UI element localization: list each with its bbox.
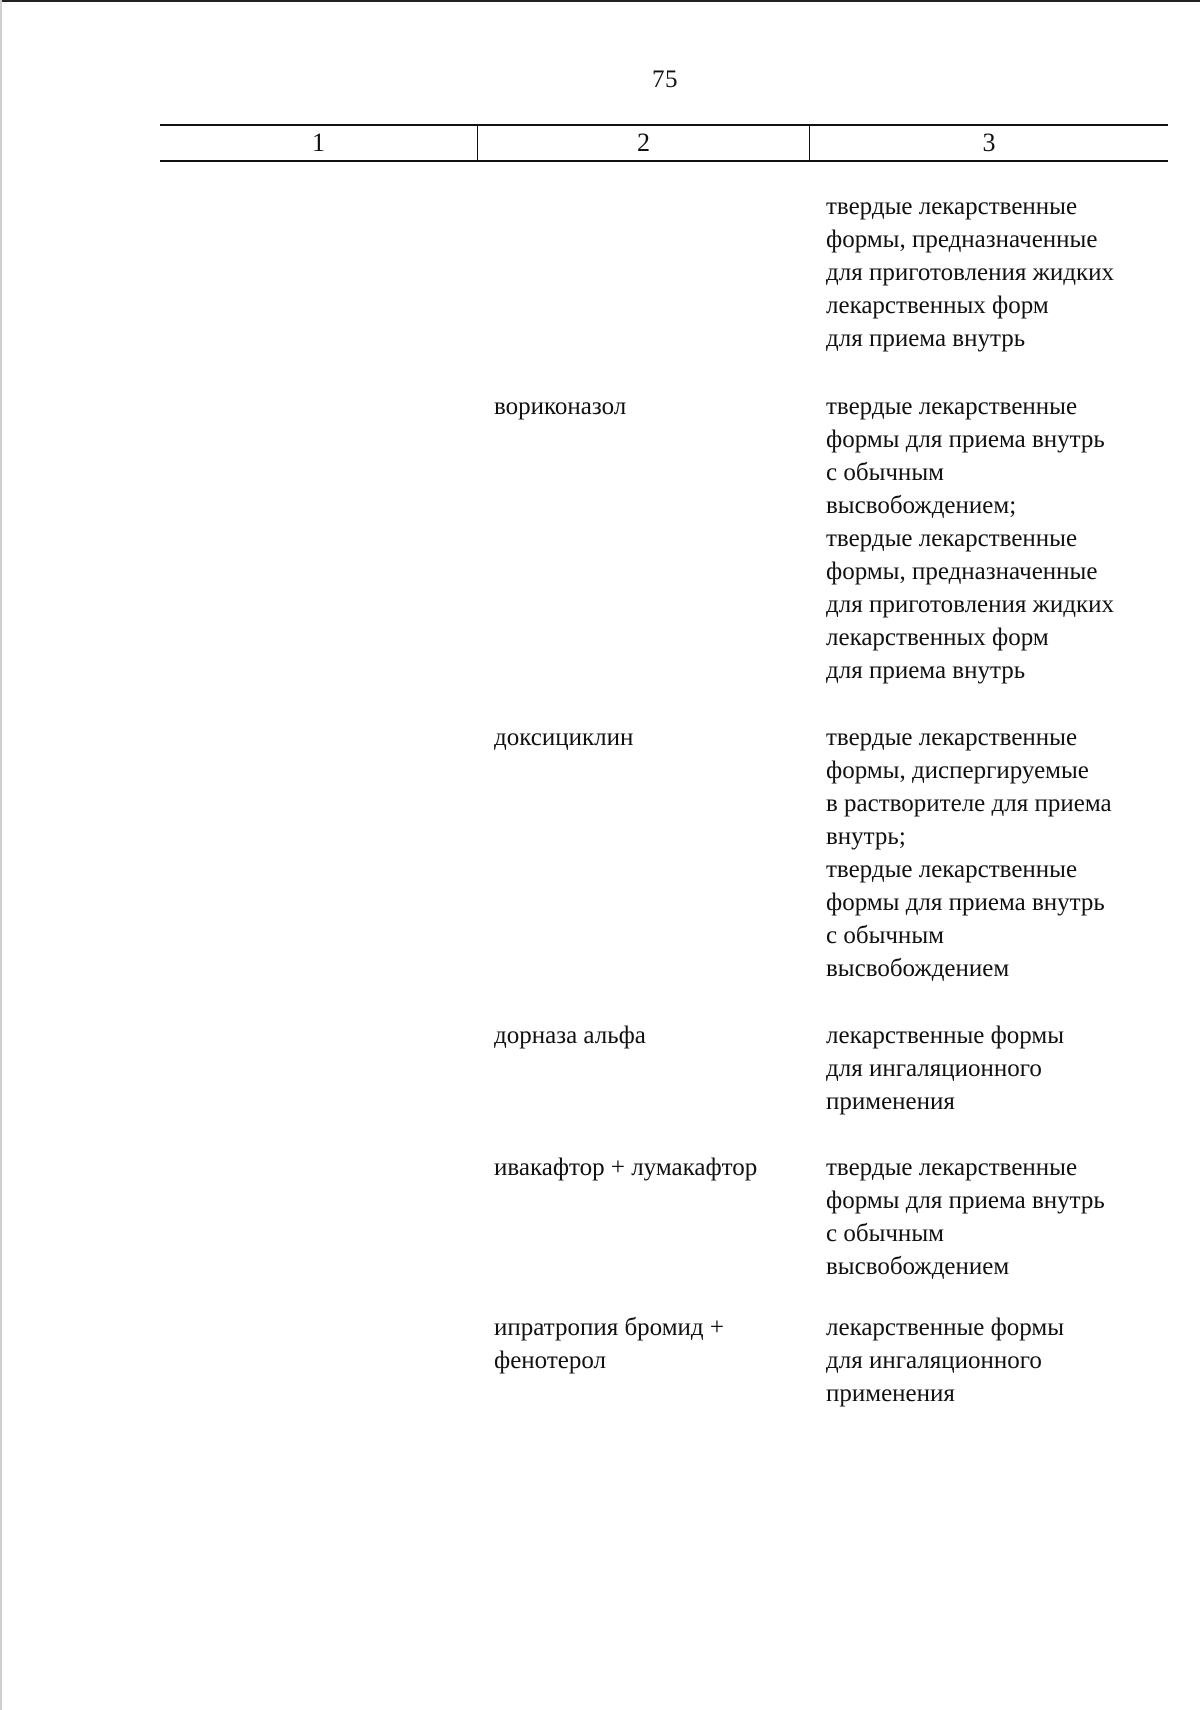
row-5-dosage-forms: твердые лекарственные формы для приема внутрь с обычным высвобождением: [826, 1154, 1105, 1280]
column-header-2: 2: [478, 126, 810, 160]
row-2-dosage-forms: твердые лекарственные формы для приема внутрь с обычным высвобождением; твердые лекарственные формы, предназначенные для приготовления жидких лекарственных форм для приема внутрь: [826, 393, 1115, 684]
table-header-row: [160, 124, 1168, 162]
row-3-drug-name: доксициклин: [494, 724, 634, 751]
row-1-dosage-forms: твердые лекарственные формы, предназначенные для приготовления жидких лекарственных форм для приема внутрь: [826, 193, 1115, 352]
row-5-drug-name: ивакафтор + лумакафтор: [494, 1154, 758, 1181]
page-number: 75: [652, 66, 678, 93]
scan-border-top: [0, 0, 1200, 2]
column-header-1: 1: [160, 126, 478, 160]
row-2-drug-name: вориконазол: [494, 393, 627, 420]
scan-border-left: [0, 0, 2, 1710]
row-6-dosage-forms: лекарственные формы для ингаляционного применения: [826, 1314, 1065, 1407]
row-4-drug-name: дорназа альфа: [494, 1022, 646, 1049]
row-3-dosage-forms: твердые лекарственные формы, диспергируемые в растворителе для приема внутрь; твердые лекарственные формы для приема внутрь с обычным высвобождением: [826, 724, 1112, 982]
row-6-drug-name: ипратропия бромид + фенотерол: [494, 1314, 724, 1374]
column-header-3: 3: [982, 128, 996, 157]
row-4-dosage-forms: лекарственные формы для ингаляционного применения: [826, 1022, 1065, 1115]
